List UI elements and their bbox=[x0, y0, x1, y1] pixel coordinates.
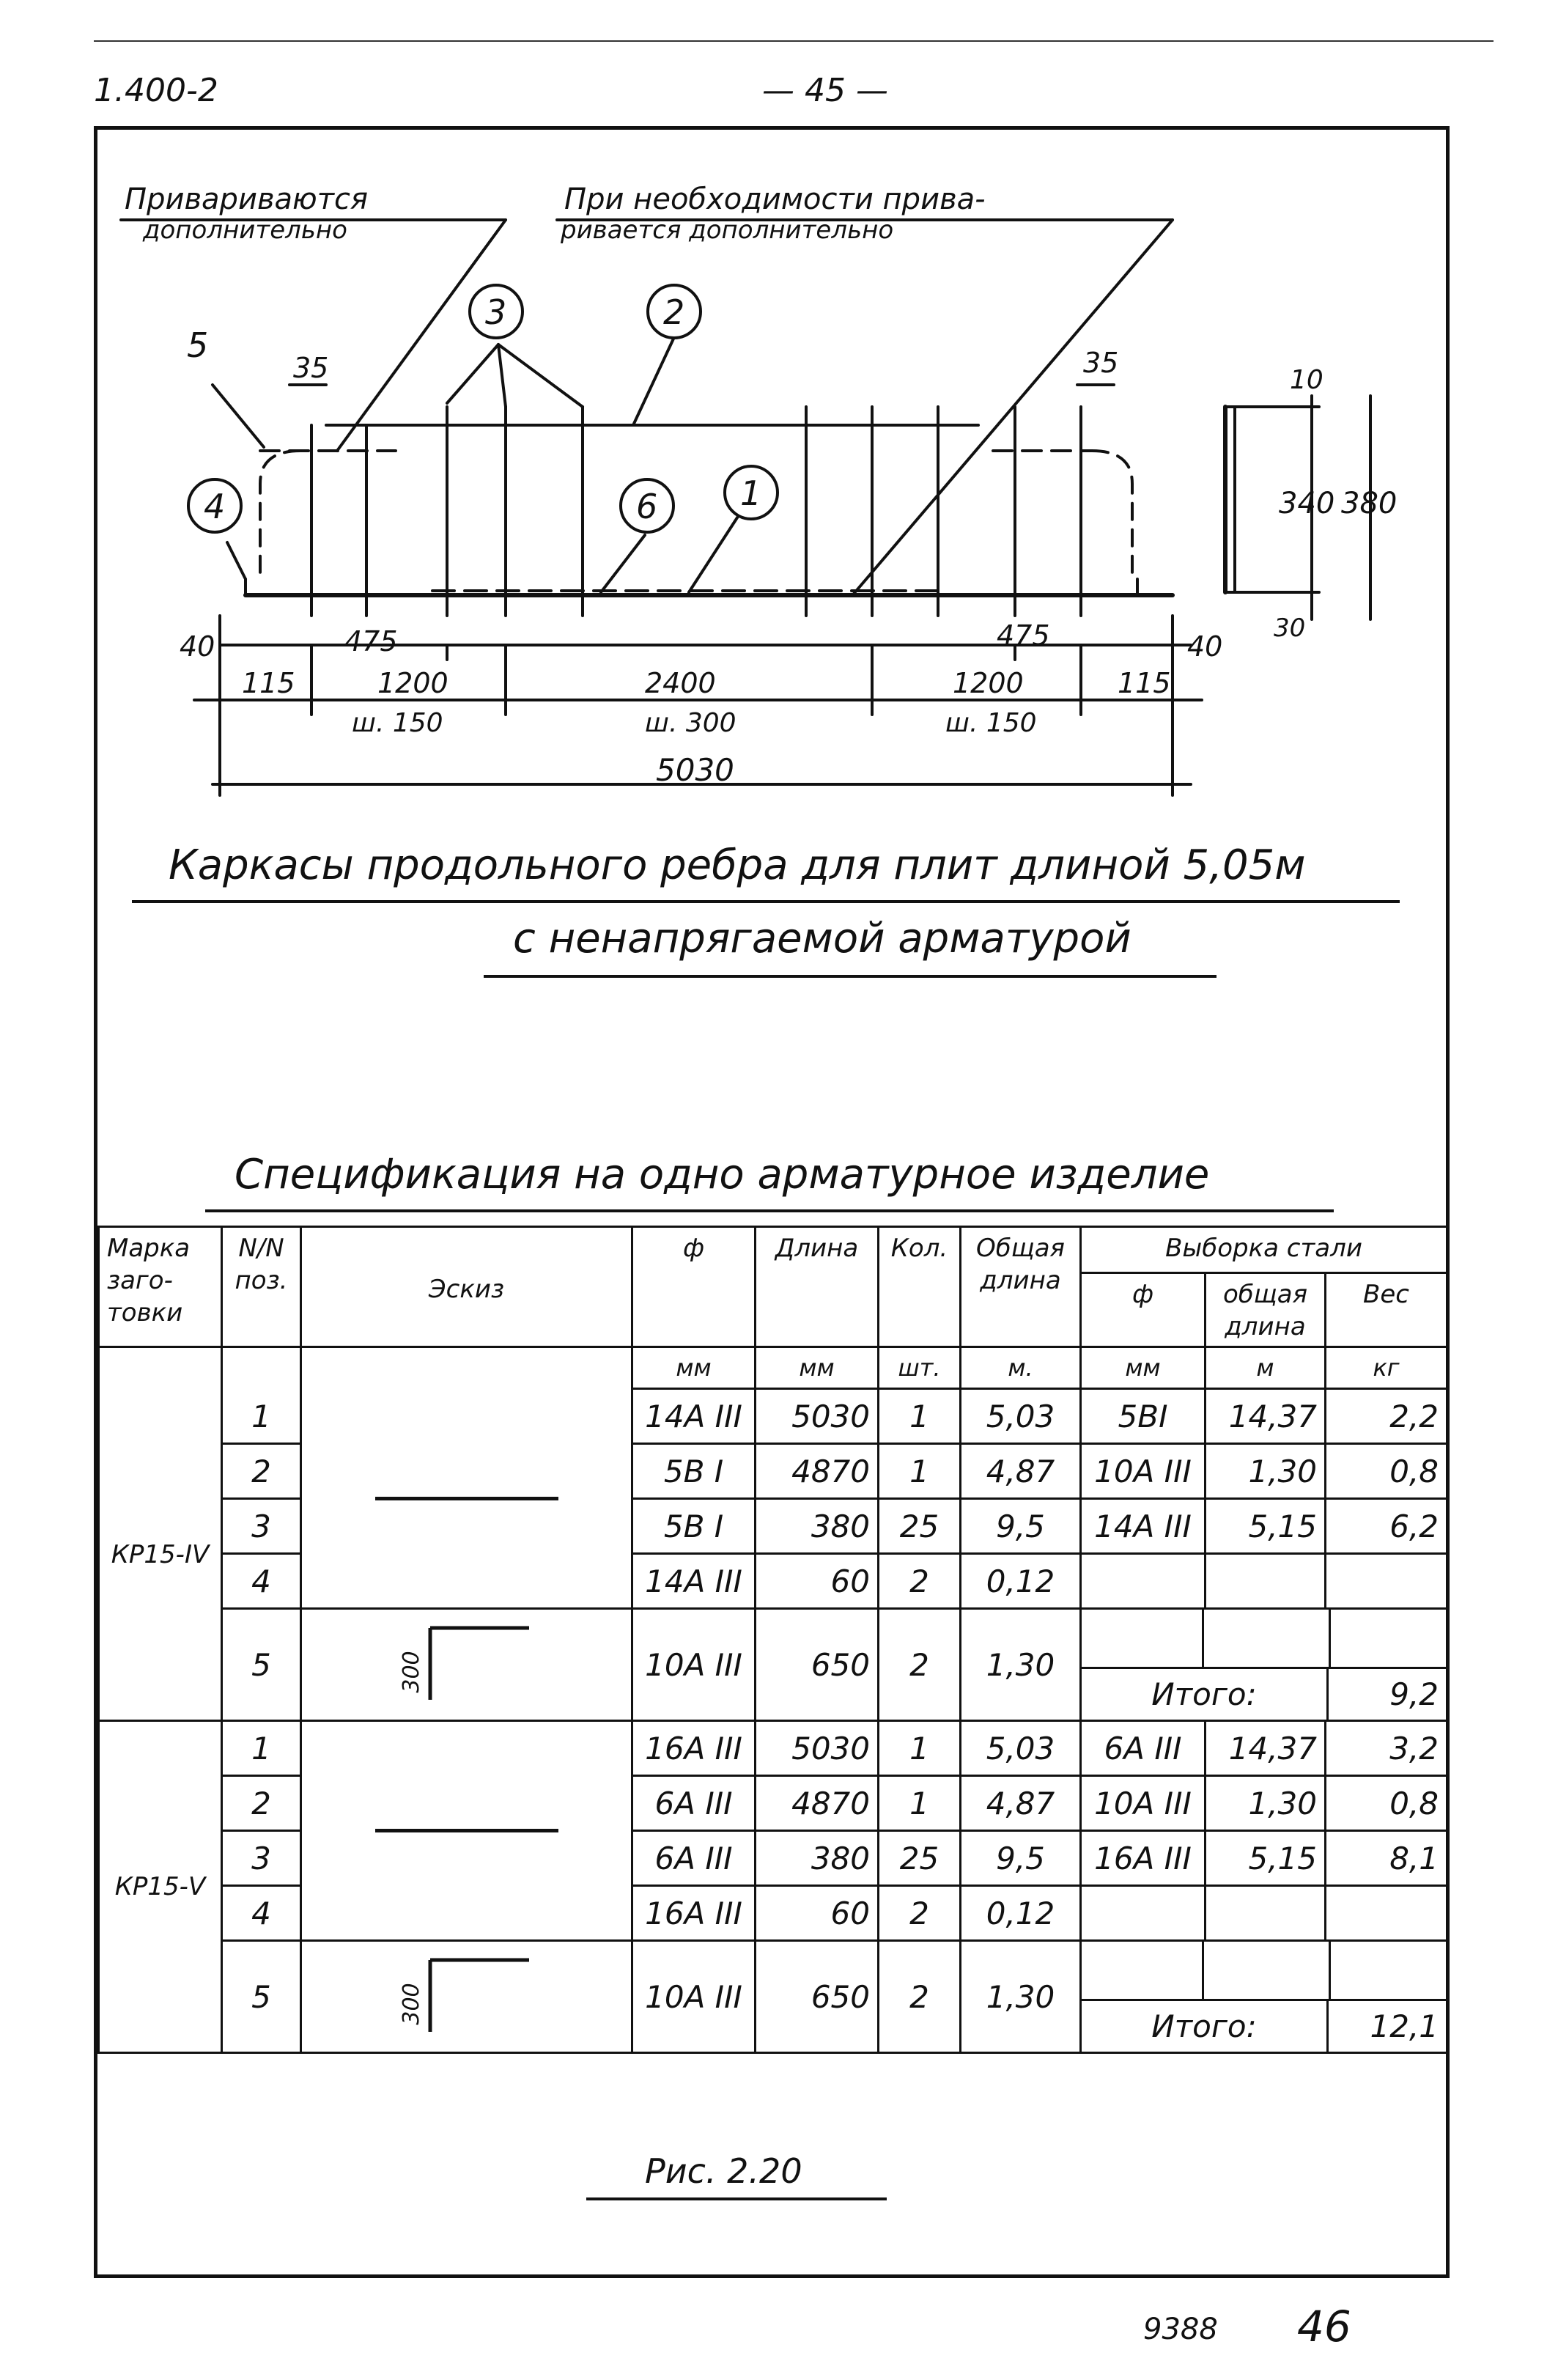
sketch-bent-bar bbox=[301, 1941, 632, 2053]
dim-115-right: 115 bbox=[1118, 667, 1171, 699]
col-qty-header: Кол. bbox=[879, 1227, 961, 1347]
table-row: 5 300 10А III 650 2 1,30 Итого: 9,2 bbox=[99, 1609, 1447, 1721]
sketch-bent-bar bbox=[301, 1609, 632, 1721]
footer-page-number: 46 bbox=[1297, 2302, 1351, 2351]
sketch-straight-bar bbox=[301, 1389, 632, 1609]
sketch-straight-bar bbox=[301, 1721, 632, 1941]
dim-115-left: 115 bbox=[242, 667, 295, 699]
dim-35-left: 35 bbox=[293, 352, 329, 384]
total-value: 9,2 bbox=[1326, 1669, 1446, 1720]
title-underline-2 bbox=[484, 975, 1217, 978]
spec-title: Спецификация на одно арматурное изделие bbox=[235, 1151, 1210, 1198]
table-row: 4 14А III 60 2 0,12 bbox=[99, 1554, 1447, 1609]
col-pos-header: N/N поз. bbox=[222, 1227, 301, 1347]
dim-2400: 2400 bbox=[645, 667, 716, 699]
page-number: — 45 — bbox=[762, 72, 888, 109]
title-underline-1 bbox=[132, 900, 1400, 903]
col-total-header: Общая длина bbox=[961, 1227, 1081, 1347]
marker-1: 1 bbox=[740, 474, 762, 513]
marker-6: 6 bbox=[636, 487, 658, 526]
total-value: 12,1 bbox=[1326, 2001, 1446, 2052]
callout-left-line1: Привариваются bbox=[125, 183, 369, 216]
dim-total: 5030 bbox=[656, 752, 734, 788]
callout-left-line2: дополнительно bbox=[143, 215, 347, 245]
drawing-title-line2: с ненапрягаемой арматурой bbox=[513, 915, 1131, 962]
dim-475-right: 475 bbox=[997, 619, 1050, 652]
table-row: 2 5В I 4870 1 4,87 10А III 1,30 0,8 bbox=[99, 1444, 1447, 1499]
svg-text:300: 300 bbox=[398, 1983, 424, 2025]
dim-step150-left: ш. 150 bbox=[352, 708, 443, 738]
callout-right-line2: ривается дополнительно bbox=[561, 215, 894, 245]
table-row: КР15-IV 1 14А III 5030 1 5,03 5ВI 14,37 2,2 bbox=[99, 1389, 1447, 1444]
dim-475-left: 475 bbox=[344, 625, 398, 657]
dim-h10: 10 bbox=[1290, 365, 1323, 395]
dim-h340: 340 bbox=[1279, 487, 1335, 520]
dim-h380: 380 bbox=[1341, 487, 1398, 520]
col-weight-header: Вес bbox=[1326, 1273, 1447, 1347]
document-code: 1.400-2 bbox=[94, 72, 218, 109]
col-mark-header: Марка заго- товки bbox=[99, 1227, 222, 1347]
col-sel-len-header: общая длина bbox=[1206, 1273, 1326, 1347]
cage-drawing bbox=[97, 130, 1446, 804]
callout-right-line1: При необходимости прива- bbox=[564, 183, 986, 216]
col-sel-dia-header: ф bbox=[1081, 1273, 1206, 1347]
group-mark: КР15-V bbox=[99, 1721, 222, 2053]
footer-sheet-number: 9388 bbox=[1143, 2313, 1218, 2346]
specification-table bbox=[97, 1226, 1448, 2054]
marker-3: 3 bbox=[485, 292, 507, 332]
table-row: 2 6А III 4870 1 4,87 10А III 1,30 0,8 bbox=[99, 1776, 1447, 1831]
dim-step150-right: ш. 150 bbox=[945, 708, 1037, 738]
caption-underline bbox=[586, 2197, 887, 2200]
spec-title-underline bbox=[205, 1209, 1334, 1212]
figure-caption: Рис. 2.20 bbox=[645, 2151, 802, 2191]
dim-40-left: 40 bbox=[180, 630, 215, 663]
col-selection-header: Выборка стали bbox=[1081, 1227, 1447, 1273]
table-row: 4 16А III 60 2 0,12 bbox=[99, 1886, 1447, 1941]
dim-1200-right: 1200 bbox=[953, 667, 1024, 699]
svg-text:300: 300 bbox=[398, 1651, 424, 1693]
table-row: 3 5В I 380 25 9,5 14А III 5,15 6,2 bbox=[99, 1499, 1447, 1554]
table-row: 3 6А III 380 25 9,5 16А III 5,15 8,1 bbox=[99, 1831, 1447, 1886]
table-row: КР15-V 1 16А III 5030 1 5,03 6А III 14,37 3,2 bbox=[99, 1721, 1447, 1776]
marker-2: 2 bbox=[663, 292, 685, 332]
dim-40-right: 40 bbox=[1187, 630, 1223, 663]
top-rule bbox=[94, 40, 1494, 42]
col-sketch-header: Эскиз bbox=[301, 1227, 632, 1347]
drawing-title-line1: Каркасы продольного ребра для плит длиной 5,05м bbox=[169, 841, 1306, 889]
table-row: 5 300 10А III 650 2 1,30 Итого: 12,1 bbox=[99, 1941, 1447, 2053]
col-length-header: Длина bbox=[756, 1227, 879, 1347]
dim-h30: 30 bbox=[1274, 614, 1306, 643]
marker-5: 5 bbox=[187, 325, 209, 365]
dim-1200-left: 1200 bbox=[377, 667, 448, 699]
total-label: Итого: bbox=[1151, 2008, 1257, 2044]
group-mark: КР15-IV bbox=[99, 1389, 222, 1721]
marker-4: 4 bbox=[204, 487, 226, 526]
units-row: мм мм шт. м. мм м кг bbox=[99, 1347, 1447, 1389]
total-label: Итого: bbox=[1151, 1676, 1257, 1712]
dim-step300: ш. 300 bbox=[645, 708, 736, 738]
col-dia-header: ф bbox=[632, 1227, 756, 1347]
dim-35-right: 35 bbox=[1083, 347, 1119, 379]
